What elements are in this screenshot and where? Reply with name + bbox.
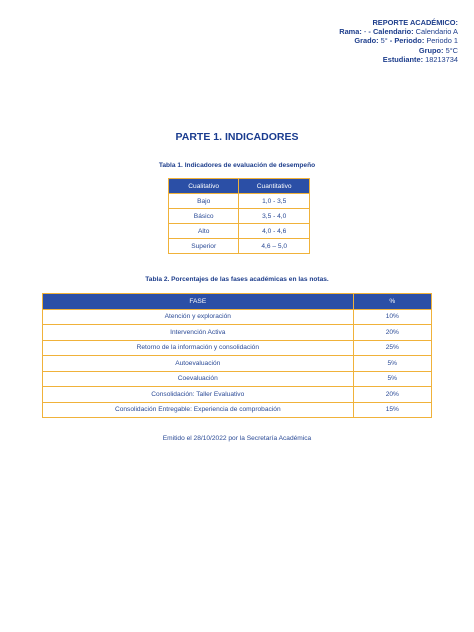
column-header: FASE bbox=[43, 294, 354, 310]
table-row bbox=[169, 239, 310, 254]
table-cell: Consolidación Entregable: Experiencia de comprobación bbox=[43, 402, 354, 418]
table-cell: Alto bbox=[169, 224, 239, 239]
table-cell: 5% bbox=[353, 371, 431, 387]
part-title: PARTE 1. INDICADORES bbox=[175, 131, 299, 143]
table-cell: 4,6 – 5,0 bbox=[239, 239, 310, 254]
table-row bbox=[169, 224, 310, 239]
table-cell: 10% bbox=[353, 309, 431, 325]
table2-caption: Tabla 2. Porcentajes de las fases académicas en las notas. bbox=[145, 276, 329, 283]
table-row bbox=[169, 209, 310, 224]
table-cell: Atención y exploración bbox=[43, 309, 354, 325]
indicators-table bbox=[168, 178, 310, 254]
table-cell: Intervención Activa bbox=[43, 325, 354, 341]
table-header-row bbox=[169, 179, 310, 194]
phases-table bbox=[42, 293, 432, 418]
table-cell: Superior bbox=[169, 239, 239, 254]
table-row bbox=[43, 309, 432, 325]
estudiante-line: Estudiante: 18213734 bbox=[382, 54, 458, 64]
grupo-line: Grupo: 5°C bbox=[418, 45, 458, 55]
table-row bbox=[169, 194, 310, 209]
table-row bbox=[43, 325, 432, 341]
table-cell: 5% bbox=[353, 356, 431, 372]
issued-footer: Emitido el 28/10/2022 por la Secretaría Académica bbox=[162, 435, 312, 442]
table-cell: 20% bbox=[353, 325, 431, 341]
rama-calendario-line: Rama: - - Calendario: Calendario A bbox=[339, 27, 458, 37]
report-title: REPORTE ACADÉMICO: bbox=[372, 18, 458, 27]
table-row bbox=[43, 402, 432, 418]
table-cell: 25% bbox=[353, 340, 431, 356]
table-cell: Retorno de la información y consolidación bbox=[43, 340, 354, 356]
table-cell: 20% bbox=[353, 387, 431, 403]
table-row bbox=[43, 356, 432, 372]
table-row bbox=[43, 371, 432, 387]
table-header-row bbox=[43, 294, 432, 310]
column-header: Cualitativo bbox=[169, 179, 239, 194]
table-cell: 1,0 - 3,5 bbox=[239, 194, 310, 209]
table-cell: 4,0 - 4,6 bbox=[239, 224, 310, 239]
table-cell: Autoevaluación bbox=[43, 356, 354, 372]
table-cell: 15% bbox=[353, 402, 431, 418]
column-header: % bbox=[353, 294, 431, 310]
table-cell: Básico bbox=[169, 209, 239, 224]
report-header bbox=[339, 18, 458, 64]
table-cell: Consolidación: Taller Evaluativo bbox=[43, 387, 354, 403]
table-cell: Bajo bbox=[169, 194, 239, 209]
grado-periodo-line: Grado: 5° - Periodo: Periodo 1 bbox=[354, 36, 458, 46]
table-row bbox=[43, 387, 432, 403]
table-cell: 3,5 - 4,0 bbox=[239, 209, 310, 224]
column-header: Cuantitativo bbox=[239, 179, 310, 194]
table-cell: Coevaluación bbox=[43, 371, 354, 387]
table-row bbox=[43, 340, 432, 356]
table1-caption: Tabla 1. Indicadores de evaluación de desempeño bbox=[158, 162, 316, 169]
